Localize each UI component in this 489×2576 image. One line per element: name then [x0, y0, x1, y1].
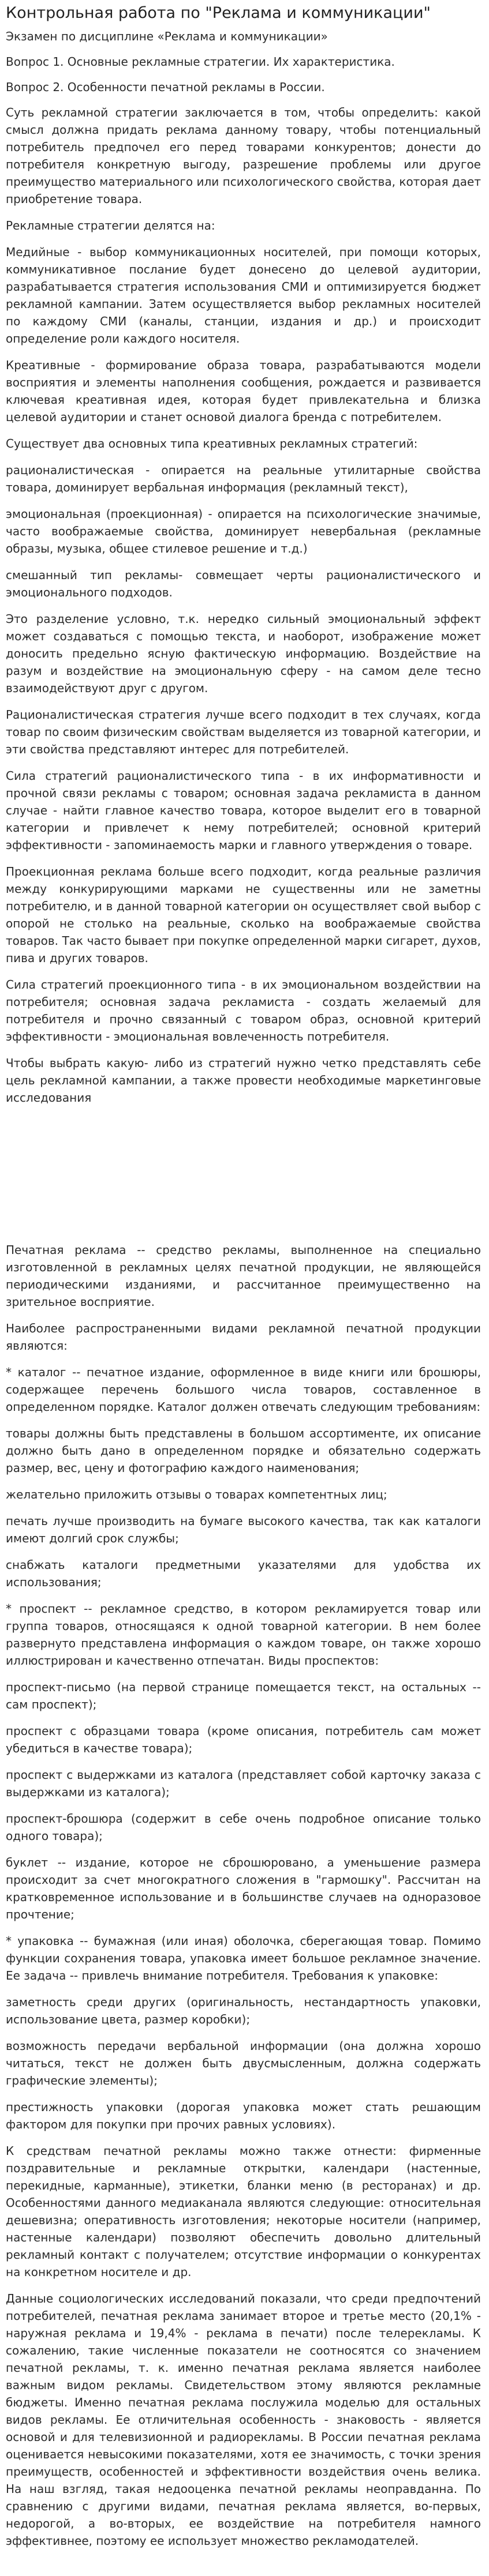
page-title: Контрольная работа по "Реклама и коммуникации"	[6, 4, 431, 22]
exam-line: Экзамен по дисциплине «Реклама и коммуникации»	[6, 29, 328, 43]
paragraph: * каталог -- печатное издание, оформленное в виде книги или брошюры, содержащее перечень большого числа товаров, составленное в определенном порядке. Каталог должен отвечать следующим требованиям:	[6, 1365, 481, 1414]
part-1-body	[6, 104, 481, 1106]
paragraph: товары должны быть представлены в большом ассортименте, их описание должно быть дано в определенном порядке и обязательно содержать размер, вес, цену и фотографию каждого наименования;	[6, 1426, 481, 1475]
paragraph: эмоциональная (проекционная) - опирается на психологические значимые, часто воображаемые свойства, доминирует невербальная (рекламные образы, музыка, общее стилевое решение и т.д.)	[6, 506, 481, 555]
paragraph: буклет -- издание, которое не сброшюровано, а уменьшение размера происходит за счет многократного сложения в "гармошку". Рассчитан на кратковременное использование и в большинстве случаев на одноразовое прочтение;	[6, 1855, 481, 1921]
paragraph: проспект с образцами товара (кроме описания, потребитель сам может убедиться в качестве товара);	[6, 1723, 481, 1755]
paragraph: Печатная реклама -- средство рекламы, выполненное на специально изготовленной в рекламных целях печатной продукции, не являющейся периодическими изданиями, и рассчитанное преимущественно на зрительное восприятие.	[6, 1242, 481, 1309]
question-2: Вопрос 2. Особенности печатной рекламы в России.	[6, 80, 325, 94]
paragraph: Это разделение условно, т.к. нередко сильный эмоциональный эффект может создаваться с помощью текста, и наоборот, изображение может доносить предельно ясную фактическую информацию. Воздействие на разум и воздействие на эмоциональную сферу - на самом деле тесно взаимодействуют друг с другом.	[6, 611, 481, 695]
paragraph: Медийные - выбор коммуникационных носителей, при помощи которых, коммуникативное послание будет донесено до целевой аудитории, разрабатывается стратегия использования СМИ и оптимизируется бюджет рекламной кампании. Затем осуществляется выбор рекламных носителей по каждому СМИ (каналы, станции, издания и др.) и происходит определение роли каждого носителя.	[6, 245, 481, 346]
paragraph: смешанный тип рекламы- совмещает черты рационалистического и эмоционального подходов.	[6, 568, 481, 599]
paragraph: * упаковка -- бумажная (или иная) оболочка, сберегающая товар. Помимо функции сохранения товара, упаковка имеет большое рекламное значение. Ее задача -- привлечь внимание потребителя. Требования к упаковке:	[6, 1933, 481, 1982]
paragraph: снабжать каталоги предметными указателями для удобства их использования;	[6, 1557, 481, 1589]
paragraph: К средствам печатной рекламы можно также отнести: фирменные поздравительные и рекламные открытки, календари (настенные, перекидные, карманные), этикетки, бланки меню (в ресторанах) и др. Особенностями данного медиаканала являются следующие: относительная дешевизна; оперативность изготовления; некоторые носители (например, настенные календари) позволяют обеспечить довольно длительный рекламный контакт с получателем; отсутствие информации о конкурентах на конкретном носителе и др.	[6, 2143, 481, 2279]
paragraph: Проекционная реклама больше всего подходит, когда реальные различия между конкурирующими марками не существенны или не заметны потребителю, и в данной товарной категории он осуществляет свой выбор с опорой не столько на реальные, сколько на воображаемые свойства товаров. Так часто бывает при покупке определенной марки сигарет, духов, пива и других товаров.	[6, 864, 481, 965]
paragraph: Чтобы выбрать какую- либо из стратегий нужно четко представлять себе цель рекламной кампании, а также провести необходимые маркетинговые исследования	[6, 1056, 481, 1105]
paragraph: желательно приложить отзывы о товарах компетентных лиц;	[6, 1487, 387, 1501]
paragraph: Рационалистическая стратегия лучше всего подходит в тех случаях, когда товар по своим физическим свойствам выделяется из товарной категории, и эти свойства представляют интерес для потребителей.	[6, 707, 481, 756]
paragraph: Наиболее распространенными видами рекламной печатной продукции являются:	[6, 1321, 481, 1353]
paragraph: Рекламные стратегии делятся на:	[6, 218, 215, 232]
paragraph: * проспект -- рекламное средство, в котором рекламируется товар или группа товаров, относящаяся к одной товарной категории. В нем более развернуто представлена информация о каждом товаре, он также хорошо иллюстрирован и качественно отпечатан. Виды проспектов:	[6, 1601, 481, 1668]
paragraph: Существует два основных типа креативных рекламных стратегий:	[6, 436, 418, 450]
paragraph: рационалистическая - опирается на реальные утилитарные свойства товара, доминирует вербальная информация (рекламный текст),	[6, 463, 481, 494]
question-1: Вопрос 1. Основные рекламные стратегии. Их характеристика.	[6, 54, 395, 69]
section-spacer	[6, 1116, 481, 1241]
paragraph: Сила стратегий проекционного типа - в их эмоциональном воздействии на потребителя; основная задача рекламиста - создать желаемый для потребителя и прочно связанный с товаром образ, основной критерий эффективности - эмоциональная вовлеченность потребителя.	[6, 977, 481, 1043]
paragraph: Сила стратегий рационалистического типа - в их информативности и прочной связи рекламы с товаром; основная задача рекламиста в данном случае - найти главное качество товара, которое выделит его в товарной категории и привлечет к нему потребителей; основной критерий эффективности - запоминаемость марки и главного утверждения о товаре.	[6, 768, 481, 852]
paragraph: проспект-письмо (на первой странице помещается текст, на остальных -- сам проспект);	[6, 1680, 481, 1711]
paragraph: Суть рекламной стратегии заключается в том, чтобы определить: какой смысл должна придать реклама данному товару, чтобы потенциальный потребитель предпочел его перед товарами конкурентов; донести до потребителя конкретную выгоду, разрешение проблемы или другое преимущество материального или психологического свойства, которая дает приобретение товара.	[6, 105, 481, 206]
paragraph: печать лучше производить на бумаге высокого качества, так как каталоги имеют долгий срок службы;	[6, 1514, 481, 1545]
paragraph: проспект с выдержками из каталога (представляет собой карточку заказа с выдержками из каталога);	[6, 1767, 481, 1799]
paragraph: возможность передачи вербальной информации (она должна хорошо читаться, текст не должен быть двусмысленным, должна содержать графические элементы);	[6, 2038, 481, 2087]
paragraph: Креативные - формирование образа товара, разрабатываются модели восприятия и элементы наполнения сообщения, рождается и развивается ключевая креативная идея, которая будет привлекательна и близка целевой аудитории и станет основой диалога бренда с потребителем.	[6, 358, 481, 424]
paragraph: заметность среди других (оригинальность, нестандартность упаковки, использование цвета, размер коробки);	[6, 1995, 481, 2026]
paragraph: проспект-брошюра (содержит в себе очень подробное описание только одного товара);	[6, 1811, 481, 1843]
part-2-body	[6, 1241, 481, 2549]
paragraph: Данные социологических исследований показали, что среди предпочтений потребителей, печатная реклама занимает второе и третье место (20,1% - наружная реклама и 19,4% - реклама в печати) после телерекламы. К сожалению, такие численные показатели не соотносятся со значением печатной рекламы, т. к. именно печатная реклама является наиболее важным видом рекламы. Свидетельством этому являются рекламные бюджеты. Именно печатная реклама послужила моделью для остальных видов рекламы. Ее отличительная особенность - знаковость - является основой и для телевизионной и радиорекламы. В России печатная реклама оценивается невысокими показателями, хотя ее значимость, с точки зрения преимуществ, особенностей и эффективности воздействия очень велика. На наш взгляд, такая недооценка печатной рекламы неоправданна. По сравнению с другими видами, печатная реклама является, во-первых, недорогой, а во-вторых, ее воздействие на потребителя намного эффективнее, поэтому ее использует множество рекламодателей.	[6, 2291, 481, 2548]
paragraph: престижность упаковки (дорогая упаковка может стать решающим фактором для покупки при прочих равных условиях).	[6, 2100, 481, 2131]
